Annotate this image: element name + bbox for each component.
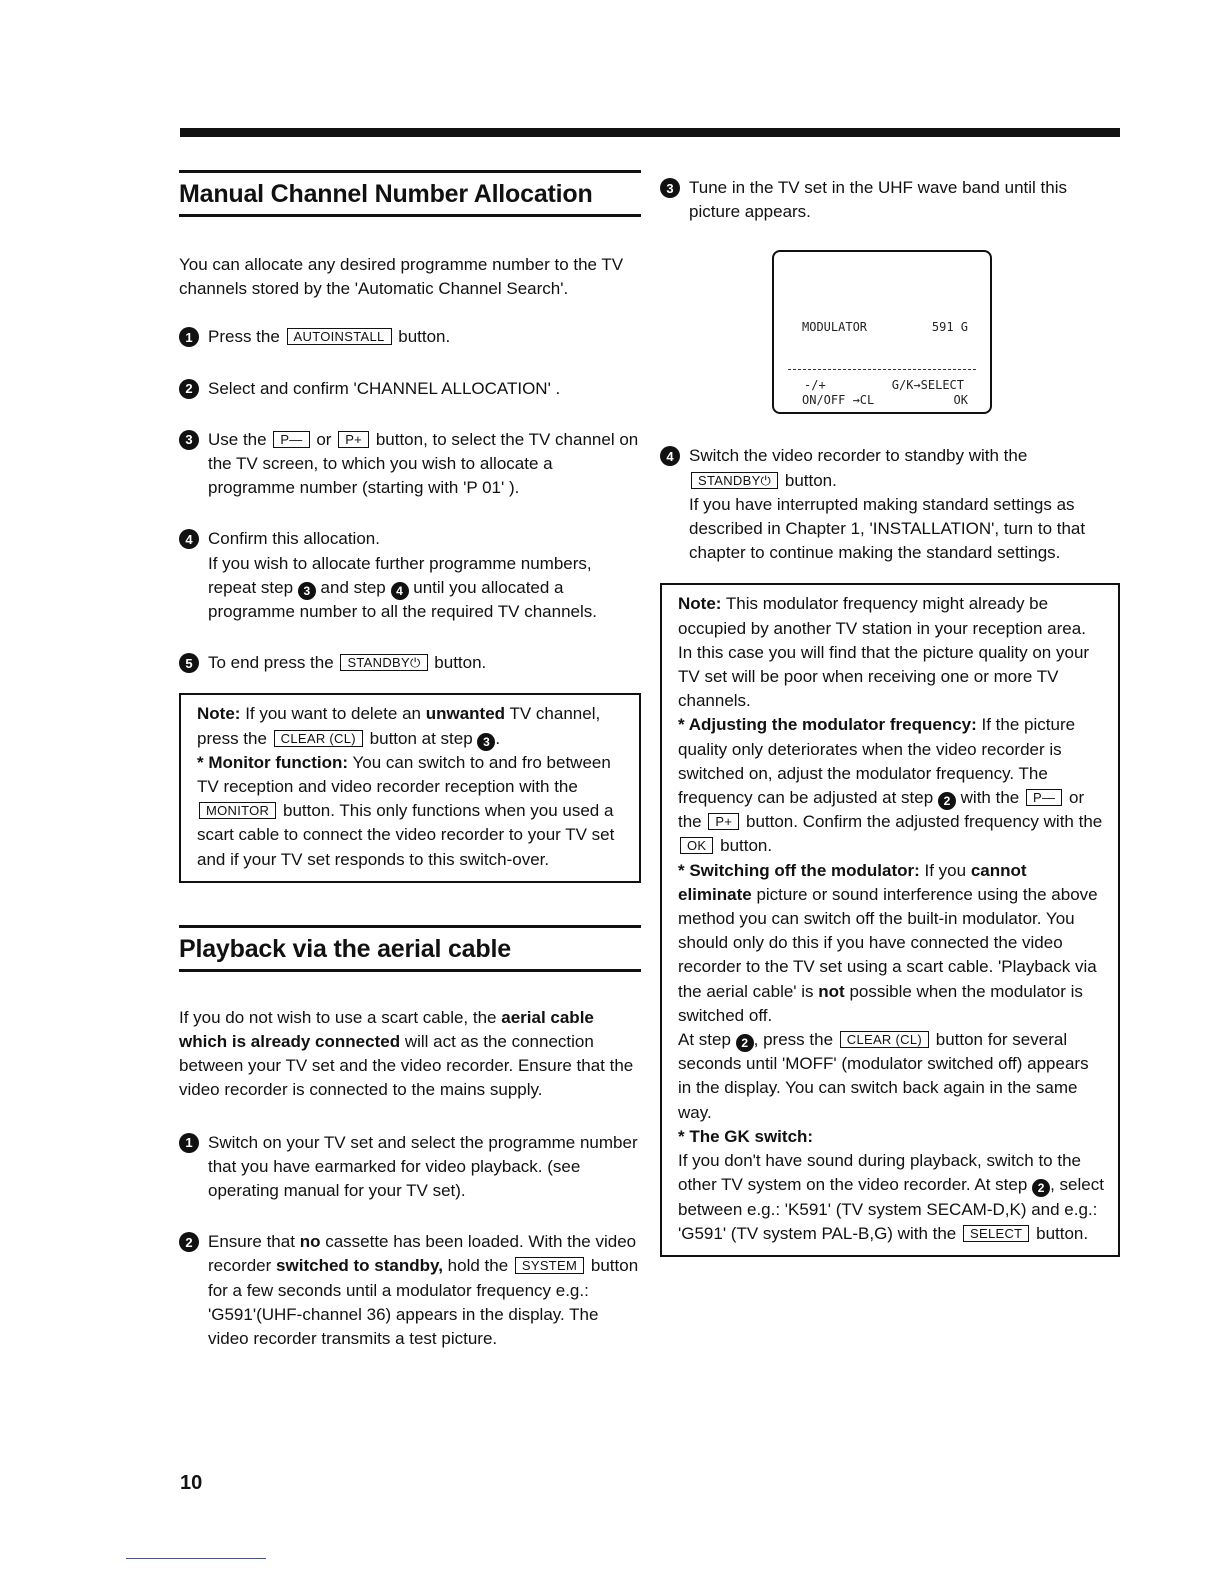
step-ref: 3 — [298, 582, 316, 600]
system-button: SYSTEM — [515, 1257, 584, 1274]
step-number: 3 — [179, 430, 199, 450]
step-number: 1 — [179, 327, 199, 347]
tv-screen-diagram: MODULATOR 591 G -/+ G/K→SELECT ON/OFF →CL OK — [772, 250, 992, 414]
step-ref: 2 — [938, 792, 956, 810]
section-title: Manual Channel Number Allocation — [179, 180, 593, 208]
right-column — [660, 170, 1120, 1257]
step-ref: 2 — [736, 1034, 754, 1052]
playback-step-1: 1 Switch on your TV set and select the programme number that you have earmarked for video playback. (see operating manual for your TV set). — [179, 1131, 641, 1204]
section-header-manual-channel — [179, 170, 641, 217]
ok-button: OK — [680, 837, 713, 854]
autoinstall-button: AUTOINSTALL — [287, 328, 392, 345]
page-number: 10 — [180, 1472, 203, 1494]
step-number: 4 — [179, 529, 199, 549]
note-box-left: Note: If you want to delete an unwanted TV channel, press the CLEAR (CL) button at step 3 . * Monitor function: You can switch to and fro between TV reception and video recorder reception with the MONITOR button. This only functions when you used a scart cable to connect the video recorder to your TV set and if your TV set responds to this switch-over. — [179, 693, 641, 882]
step-3-tune: 3 Tune in the TV set in the UHF wave band until this picture appears. — [660, 176, 1120, 224]
standby-button: STANDBY⏻ — [340, 654, 427, 671]
step-ref: 3 — [477, 733, 495, 751]
section-title: Playback via the aerial cable — [179, 934, 511, 963]
step-number: 2 — [179, 1232, 199, 1252]
step-4-standby: 4 Switch the video recorder to standby with the STANDBY⏻ button. If you have interrupted making standard settings as described in Chapter 1, 'INSTALLATION', turn to that chapter to continue making the standard settings. — [660, 444, 1120, 565]
standby-button: STANDBY⏻ — [691, 472, 778, 489]
p-plus-button: P+ — [708, 813, 739, 830]
clear-cl-button: CLEAR (CL) — [274, 730, 363, 747]
step-ref: 2 — [1032, 1179, 1050, 1197]
screen-divider — [788, 369, 976, 370]
left-column — [179, 170, 641, 1351]
select-button: SELECT — [963, 1225, 1029, 1242]
step-number: 4 — [660, 446, 680, 466]
step-number: 2 — [179, 379, 199, 399]
p-minus-button: P— — [1026, 789, 1062, 806]
modulator-label: MODULATOR — [802, 320, 868, 335]
step-number: 3 — [660, 178, 680, 198]
step-5: 5 To end press the STANDBY⏻ button. — [179, 651, 641, 675]
p-plus-button: P+ — [338, 431, 369, 448]
top-rule — [180, 128, 1120, 137]
step-1: 1 Press the AUTOINSTALL button. — [179, 325, 641, 349]
note-box-right: Note: This modulator frequency might already be occupied by another TV station in your reception area. In this case you will find that the picture quality on your TV set will be poor when receiving one or more TV channels. * Adjusting the modulator frequency: If the picture quality only deteriorates when the video recorder is switched on, adjust the modulator frequency. The frequency can be adjusted at step 2 with the P— or the P+ button. Confirm the adjusted frequency with the OK button. * Switching off the modulator: If you cannot eliminate picture or sound interference using the above method you can switch off the built-in modulator. You should only do this if you have connected the video recorder to the TV set using a scart cable. 'Playback via the aerial cable' is not possible when the modulator is switched off. At step 2 , press the CLEAR (CL) button for several seconds until 'MOFF' (modulator switched off) appears in the display. You can switch back again in the same way. * The GK switch: If you don't have sound during playback, switch to the other TV system on the video recorder. At step 2 , select between e.g.: 'K591' (TV system SECAM-D,K) and e.g.: 'G591' (TV system PAL-B,G) with the SELECT button. — [660, 583, 1120, 1256]
intro-paragraph: You can allocate any desired programme number to the TV channels stored by the 'Automatic Channel Search'. — [179, 255, 624, 299]
clear-cl-button: CLEAR (CL) — [840, 1031, 929, 1048]
bottom-rule — [126, 1558, 266, 1559]
playback-step-2: 2 Ensure that no cassette has been loaded. With the video recorder switched to standby, hold the SYSTEM button for a few seconds until a modulator frequency e.g.: 'G591'(UHF-channel 36) appears in the display. The video recorder transmits a test picture. — [179, 1230, 641, 1351]
section-header-playback — [179, 925, 641, 972]
step-number: 5 — [179, 653, 199, 673]
p-minus-button: P— — [273, 431, 309, 448]
monitor-button: MONITOR — [199, 802, 276, 819]
modulator-value: 591 G — [931, 320, 968, 335]
step-2: 2 Select and confirm 'CHANNEL ALLOCATION' . — [179, 377, 641, 401]
step-3: 3 Use the P— or P+ button, to select the TV channel on the TV screen, to which you wish to allocate a programme number (starting with 'P 01' ). — [179, 428, 641, 501]
playback-intro: If you do not wish to use a scart cable, the aerial cable which is already connected will act as the connection between your TV set and the video recorder. Ensure that the video recorder is connected to the mains supply. — [179, 1007, 634, 1100]
step-number: 1 — [179, 1133, 199, 1153]
step-ref: 4 — [391, 582, 409, 600]
step-4: 4 Confirm this allocation. If you wish to allocate further programme numbers, repeat step 3 and step 4 until you allocated a programme number to all the required TV channels. — [179, 527, 641, 624]
